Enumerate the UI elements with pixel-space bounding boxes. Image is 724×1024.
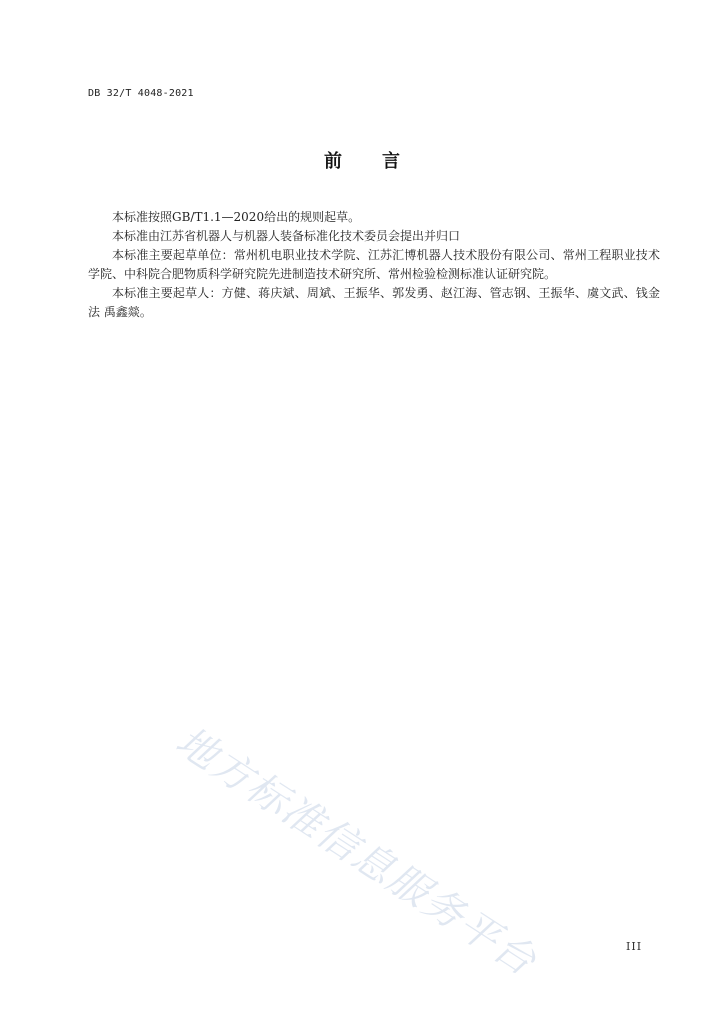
page-number: III bbox=[626, 940, 643, 953]
paragraph-drafting-units: 本标准主要起草单位：常州机电职业技术学院、江苏汇博机器人技术股份有限公司、常州工程职业技术学院、中科院合肥物质科学研究院先进制造技术研究所、常州检验检测标准认证研究院。 bbox=[88, 248, 660, 281]
paragraph-drafters: 本标准主要起草人：方健、蒋庆斌、周斌、王振华、郭发勇、赵江海、管志钢、王振华、虞文武、钱金法 禹鑫燚。 bbox=[88, 286, 660, 319]
watermark: 地方标准信息服务平台 bbox=[167, 718, 545, 986]
page-title bbox=[0, 147, 724, 173]
title-char-1: 前 bbox=[324, 151, 342, 172]
title-char-2: 言 bbox=[382, 151, 400, 172]
foreword-body bbox=[88, 208, 660, 322]
paragraph-drafting-rules: 本标准按照GB/T1.1—2020给出的规则起草。 bbox=[112, 210, 361, 224]
paragraph-proposer: 本标准由江苏省机器人与机器人装备标准化技术委员会提出并归口 bbox=[112, 229, 461, 243]
document-code: DB 32/T 4048-2021 bbox=[88, 88, 194, 99]
